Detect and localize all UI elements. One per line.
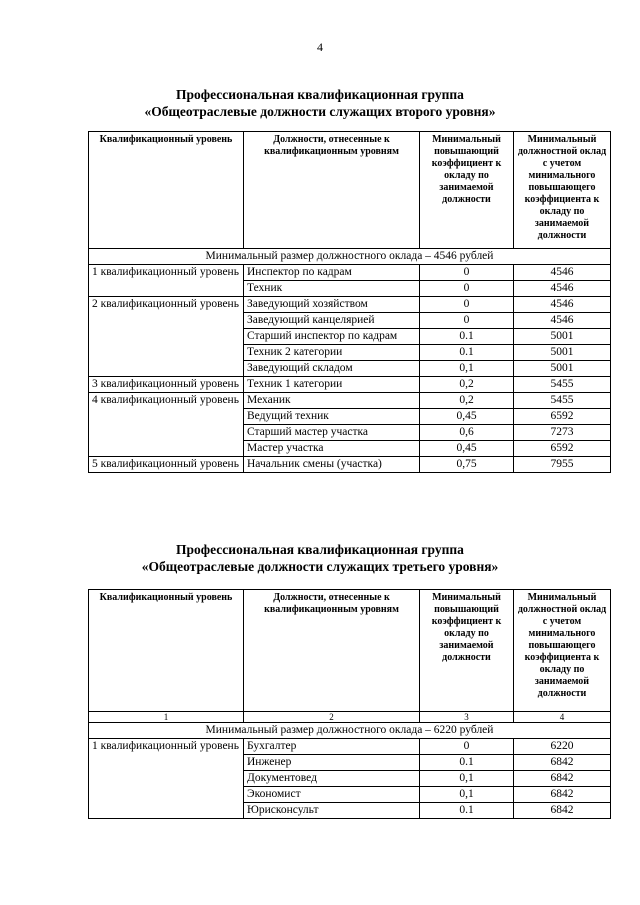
table2-title <box>0 541 640 575</box>
salary-value: 6220 <box>514 739 611 755</box>
position-name: Инспектор по кадрам <box>244 265 420 281</box>
salary-value: 4546 <box>514 297 611 313</box>
coefficient-value: 0,45 <box>420 441 514 457</box>
position-name: Техник 2 категории <box>244 345 420 361</box>
coefficient-value: 0,2 <box>420 393 514 409</box>
position-name: Начальник смены (участка) <box>244 457 420 473</box>
header-level: Квалификационный уровень <box>89 132 244 249</box>
table1-title <box>0 86 640 120</box>
table2-body <box>89 723 611 819</box>
position-name: Ведущий техник <box>244 409 420 425</box>
salary-value: 5001 <box>514 345 611 361</box>
position-name: Документовед <box>244 771 420 787</box>
column-number: 2 <box>244 712 420 723</box>
position-name: Старший инспектор по кадрам <box>244 329 420 345</box>
coefficient-value: 0.1 <box>420 329 514 345</box>
position-name: Мастер участка <box>244 441 420 457</box>
position-name: Бухгалтер <box>244 739 420 755</box>
coefficient-value: 0,45 <box>420 409 514 425</box>
salary-value: 5001 <box>514 361 611 377</box>
salary-value: 7273 <box>514 425 611 441</box>
position-name: Техник <box>244 281 420 297</box>
qualification-level: 2 квалификационный уровень <box>89 297 244 377</box>
column-number-row <box>89 712 611 723</box>
coefficient-value: 0,1 <box>420 771 514 787</box>
coefficient-value: 0,1 <box>420 787 514 803</box>
column-number: 1 <box>89 712 244 723</box>
qualification-level: 5 квалификационный уровень <box>89 457 244 473</box>
salary-value: 6592 <box>514 441 611 457</box>
min-salary-text: Минимальный размер должностного оклада – 6220 рублей <box>89 723 611 739</box>
position-name: Экономист <box>244 787 420 803</box>
header-positions: Должности, отнесенные к квалификационным уровням <box>244 132 420 249</box>
salary-value: 6842 <box>514 803 611 819</box>
table1-body <box>89 249 611 473</box>
coefficient-value: 0 <box>420 297 514 313</box>
table2 <box>88 589 611 819</box>
salary-value: 5001 <box>514 329 611 345</box>
table2-title-line1: Профессиональная квалификационная группа <box>176 542 464 557</box>
coefficient-value: 0 <box>420 313 514 329</box>
table-row <box>89 377 611 393</box>
table-row <box>89 457 611 473</box>
table-row <box>89 297 611 313</box>
position-name: Старший мастер участка <box>244 425 420 441</box>
position-name: Заведующий канцелярией <box>244 313 420 329</box>
coefficient-value: 0,2 <box>420 377 514 393</box>
header-coef: Минимальный повышающий коэффициент к окладу по занимаемой должности <box>420 132 514 249</box>
salary-value: 4546 <box>514 265 611 281</box>
salary-value: 6842 <box>514 755 611 771</box>
min-salary-row <box>89 723 611 739</box>
table1-title-line1: Профессиональная квалификационная группа <box>176 87 464 102</box>
table2-title-line2: «Общеотраслевые должности служащих третьего уровня» <box>141 559 499 574</box>
qualification-level: 4 квалификационный уровень <box>89 393 244 457</box>
column-number: 3 <box>420 712 514 723</box>
coefficient-value: 0.1 <box>420 803 514 819</box>
qualification-level: 1 квалификационный уровень <box>89 739 244 819</box>
min-salary-row <box>89 249 611 265</box>
salary-value: 4546 <box>514 313 611 329</box>
min-salary-text: Минимальный размер должностного оклада – 4546 рублей <box>89 249 611 265</box>
position-name: Заведующий хозяйством <box>244 297 420 313</box>
table-row <box>89 393 611 409</box>
salary-value: 6842 <box>514 771 611 787</box>
header-level: Квалификационный уровень <box>89 590 244 712</box>
qualification-level: 1 квалификационный уровень <box>89 265 244 297</box>
salary-value: 6842 <box>514 787 611 803</box>
salary-value: 5455 <box>514 393 611 409</box>
salary-value: 6592 <box>514 409 611 425</box>
salary-value: 5455 <box>514 377 611 393</box>
qualification-level: 3 квалификационный уровень <box>89 377 244 393</box>
table1 <box>88 131 611 473</box>
position-name: Заведующий складом <box>244 361 420 377</box>
coefficient-value: 0 <box>420 281 514 297</box>
position-name: Инженер <box>244 755 420 771</box>
position-name: Юрисконсульт <box>244 803 420 819</box>
coefficient-value: 0 <box>420 265 514 281</box>
column-number: 4 <box>514 712 611 723</box>
position-name: Механик <box>244 393 420 409</box>
coefficient-value: 0.1 <box>420 345 514 361</box>
coefficient-value: 0.1 <box>420 755 514 771</box>
coefficient-value: 0,1 <box>420 361 514 377</box>
header-positions: Должности, отнесенные к квалификационным уровням <box>244 590 420 712</box>
table-row <box>89 265 611 281</box>
header-salary: Минимальный должностной оклад с учетом минимального повышающего коэффициента к окладу по занимаемой должности <box>514 132 611 249</box>
page-number: 4 <box>317 40 323 54</box>
coefficient-value: 0,75 <box>420 457 514 473</box>
table-row <box>89 739 611 755</box>
coefficient-value: 0 <box>420 739 514 755</box>
coefficient-value: 0,6 <box>420 425 514 441</box>
position-name: Техник 1 категории <box>244 377 420 393</box>
table1-title-line2: «Общеотраслевые должности служащих второго уровня» <box>144 104 496 119</box>
header-coef: Минимальный повышающий коэффициент к окладу по занимаемой должности <box>420 590 514 712</box>
header-salary: Минимальный должностной оклад с учетом минимального повышающего коэффициента к окладу по занимаемой должности <box>514 590 611 712</box>
salary-value: 7955 <box>514 457 611 473</box>
salary-value: 4546 <box>514 281 611 297</box>
